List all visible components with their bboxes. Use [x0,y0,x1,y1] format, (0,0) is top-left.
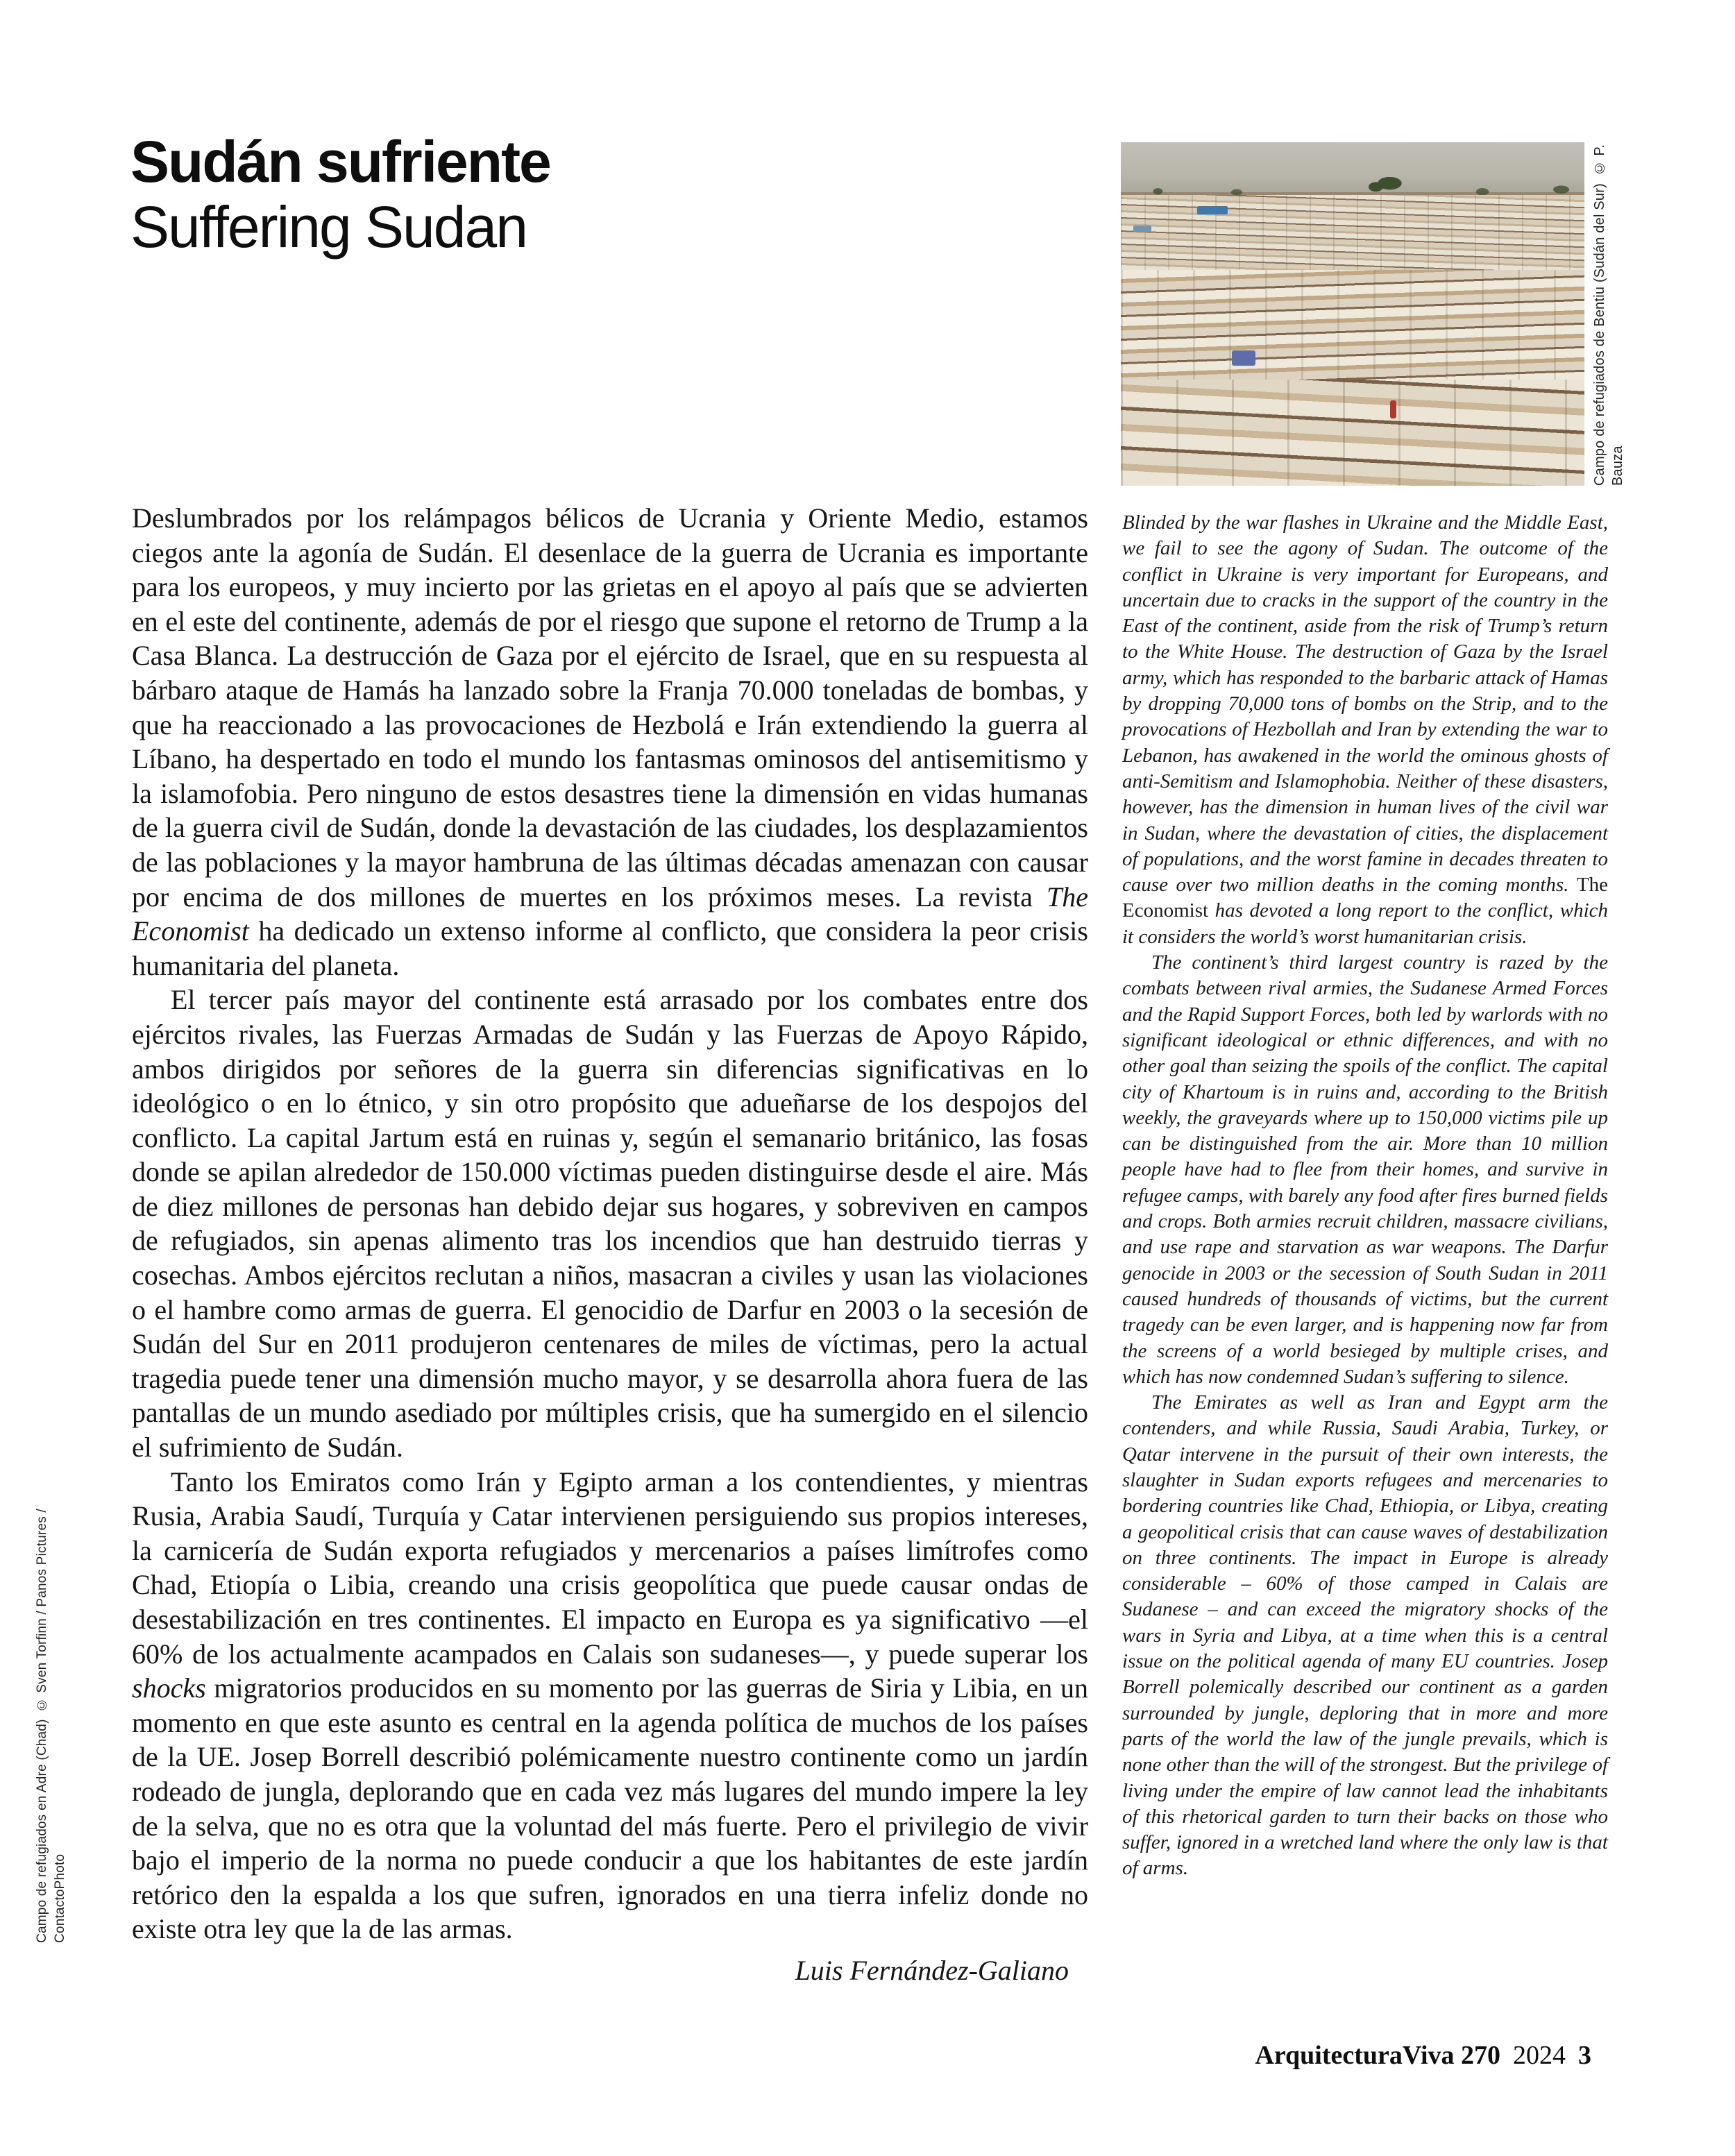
paragraph: El tercer país mayor del continente está arrasado por los combates entre dos ejércitos rivales, las Fuerzas Armadas de Sudán y las Fuerzas de Apoyo Rápido, ambos dirigidos por señores de la guerra sin diferencias significativas en lo ideológico o en lo étnico, y sin otro propósito que adueñarse de los despojos del conflicto. La capital Jartum está en ruinas y, según el semanario británico, las fosas donde se apilan alrededor de 150.000 víctimas pueden distinguirse desde el aire. Más de diez millones de personas han debido dejar sus hogares, y sobreviven en campos de refugiados, sin apenas alimento tras los incendios que han destruido tierras y cosechas. Ambos ejércitos reclutan a niños, masacran a civiles y usan las violaciones o el hambre como armas de guerra. El genocidio de Darfur en 2003 o la secesión de Sudán del Sur en 2011 produjeron centenares de miles de víctimas, pero la actual tragedia puede tener una dimensión mucho mayor, y se desarrolla ahora fuera de las pantallas de un mundo asediado por múltiples crisis, que ha sumergido en el silencio el sufrimiento de Sudán. [132,984,1088,1463]
photo-hanging-cloth [1232,350,1255,366]
refugee-camp-photo [1121,142,1584,486]
photo-person-in-red [1390,400,1396,418]
photo-camp-mid [1121,270,1584,380]
paragraph: Deslumbrados por los relámpagos bélicos de Ucrania y Oriente Medio, estamos ciegos ante la agonía de Sudán. El desenlace de la guerra de Ucrania es importante para los europeos, y muy incierto por las grietas en el apoyo al país que se advierten en el este del continente, además de por el riesgo que supone el retorno de Trump a la Casa Blanca. La destrucción de Gaza por el ejército de Israel, que en su respuesta al bárbaro ataque de Hamás ha lanzado sobre la Franja 70.000 toneladas de bombas, y que ha reaccionado a las provocaciones de Hezbolá e Irán extendiendo la guerra al Líbano, ha despertado en todo el mundo los fantasmas ominosos del antisemitismo y la islamofobia. Pero ninguno de estos desastres tiene la dimensión en vidas humanas de la guerra civil de Sudán, donde la devastación de las ciudades, los desplazamientos de las poblaciones y la mayor hambruna de las últimas décadas amenazan con causar por encima de dos millones de muertes en los próximos meses. La revista The Economist ha dedicado un extenso informe al conflicto, que considera la peor crisis humanitaria del planeta. [132,502,1088,981]
photo-blue-tarp-small [1133,226,1151,232]
author-signature: Luis Fernández-Galiano [795,1954,1069,1986]
paragraph: Blinded by the war flashes in Ukraine and the Middle East, we fail to see the agony of Sudan. The outcome of the conflict in Ukraine is very important for Europeans, and uncertain due to cracks in the support of the country in the East of the continent, aside from the risk of Trump’s return to the White House. The destruction of Gaza by the Israel army, which has responded to the barbaric attack of Hamas by dropping 70,000 tons of bombs on the Strip, and to the provocations of Hezbollah and Iran by extending the war to Lebanon, has awakened in the world the ominous ghosts of anti-Semitism and Islamophobia. Neither of these disasters, however, has the dimension in human lives of the civil war in Sudan, where the devastation of cities, the displacement of populations, and the worst famine in decades threaten to cause over two million deaths in the coming months. The Economist has devoted a long report to the conflict, which it considers the world’s worst humanitarian crisis. [1122,511,1608,948]
left-photo-credit: Campo de refugiados en Adre (Chad) © Sven Torfinn / Panos Pictures / ContactoPhoto [35,1509,67,1943]
paragraph: Tanto los Emiratos como Irán y Egipto arman a los contendientes, y mientras Rusia, Arabia Saudí, Turquía y Catar intervienen persiguiendo sus propios intereses, la carnicería de Sudán exporta refugiados y mercenarios a países limítrofes como Chad, Etiopía o Libia, creando una crisis geopolítica que puede causar ondas de desestabilización en tres continentes. El impacto en Europa es ya significativo —el 60% de los actualmente acampados en Calais son sudaneses—, y puede superar los shocks migratorios producidos en su momento por las guerras de Siria y Libia, en un momento en que este asunto es central en la agenda política de muchos de los países de la UE. Josep Borrell describió polémicamente nuestro continente como un jardín rodeado de jungla, deplorando que en cada vez más lugares del mundo impere la ley de la selva, que no es otra que la voluntad del más fuerte. Pero el privilegio de vivir bajo el imperio de la norma no puede conducir a que los habitantes de este jardín retórico den la espalda a los que sufren, ignorados en una tierra infeliz donde no existe otra ley que la de las armas. [132,1466,1088,1945]
footer-year: 2024 [1513,2041,1566,2070]
page-footer [1255,2040,1591,2071]
paragraph: The Emirates as well as Iran and Egypt arm the contenders, and while Russia, Saudi Arabia, Turkey, or Qatar intervene in the pursuit of their own interests, the slaughter in Sudan exports refugees and mercenaries to bordering countries like Chad, Ethiopia, or Libya, creating a geopolitical crisis that can cause waves of destabilization on three continents. The impact in Europe is already considerable – 60% of those camped in Calais are Sudanese – and can exceed the migratory shocks of the wars in Syria and Libya, at a time when this is a central issue on the political agenda of many EU countries. Josep Borrell polemically described our continent as a garden surrounded by jungle, deploring that in more and more parts of the world the law of the jungle prevails, which is none other than the will of the strongest. But the privilege of living under the empire of law cannot lead the inhabitants of this rhetorical garden to turn their backs on those who suffer, ignored in a wretched land where the only law is that of arms. [1122,1391,1608,1880]
page-title [130,129,550,260]
photo-treeline [1121,177,1584,195]
magazine-name: ArquitecturaViva 270 [1255,2041,1500,2070]
paragraph: The continent’s third largest country is razed by the combats between rival armies, the Sudanese Armed Forces and the Rapid Support Forces, both led by warlords with no significant ideological or ethnic differences, and with no other goal than seizing the spoils of the conflict. The capital city of Khartoum is in ruins and, according to the British weekly, the graveyards where up to 150,000 victims pile up can be distinguished from the air. More than 10 million people have had to flee from their homes, and survive in refugee camps, with barely any food after fires burned fields and crops. Both armies recruit children, massacre civilians, and use rape and starvation as war weapons. The Darfur genocide in 2003 or the secession of South Sudan in 2011 caused hundreds of thousands of victims, but the current tragedy can be even larger, and is happening now far from the screens of a world besieged by multiple crises, and which has now condemned Sudan’s suffering to silence. [1122,951,1608,1388]
photo-camp-near [1121,380,1584,486]
english-column [1122,510,1608,1882]
page-number: 3 [1578,2041,1591,2070]
spanish-column [132,501,1088,1988]
photo-blue-tarp [1197,206,1228,214]
title-spanish: Sudán sufriente [130,129,550,194]
photo-camp-far [1121,195,1584,270]
title-english: Suffering Sudan [130,194,527,260]
photo-caption: Campo de refugiados de Bentiu (Sudán del Sur) © P. Bauza [1592,144,1625,486]
